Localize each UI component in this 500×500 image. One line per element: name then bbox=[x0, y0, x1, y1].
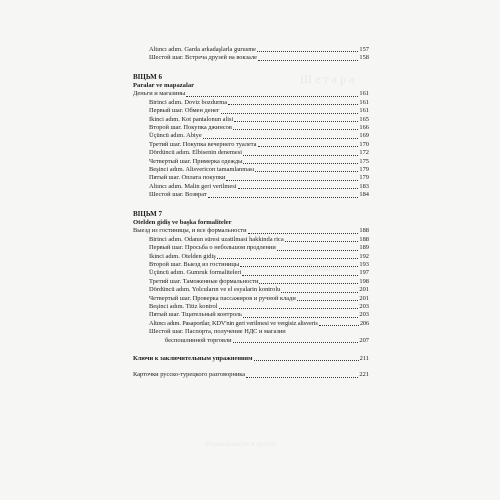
chapter-7-title: ВІЦЬМ 7 bbox=[133, 209, 163, 218]
leader-dots bbox=[217, 258, 359, 259]
toc-page-number: 198 bbox=[359, 277, 369, 285]
toc-page-number: 170 bbox=[359, 140, 369, 148]
leader-dots bbox=[254, 360, 359, 361]
toc-page-number: 172 bbox=[359, 149, 369, 157]
bleed-through-text-2: Деньги bbox=[305, 262, 339, 274]
toc-page-number: 197 bbox=[359, 269, 369, 277]
leader-dots bbox=[246, 377, 358, 378]
toc-entry-label: Четвертый шаг. Проверка пассажиров и ручной клади bbox=[149, 294, 296, 302]
table-of-contents bbox=[133, 0, 369, 380]
chapter-7-subtitle: Otelden gidiş ve başka formaliteler bbox=[133, 218, 232, 226]
leader-dots bbox=[257, 51, 358, 52]
toc-entry[interactable] bbox=[133, 124, 369, 132]
toc-entry[interactable] bbox=[133, 149, 369, 157]
toc-page-number: 206 bbox=[359, 319, 369, 327]
toc-entry[interactable] bbox=[133, 99, 369, 107]
toc-entry-label: Четвертый шаг. Примерка одежды bbox=[149, 157, 243, 165]
toc-entry-label: Beşinci adım. Titiz kontrol bbox=[149, 302, 218, 310]
toc-page-number: 201 bbox=[359, 286, 369, 294]
toc-entry-label: Birinci adım. Doviz bozdurma bbox=[149, 98, 228, 106]
toc-page-number: 193 bbox=[359, 260, 369, 268]
leader-dots bbox=[319, 325, 359, 326]
toc-page-number: 207 bbox=[359, 336, 369, 344]
toc-entry-label: Шестой шаг. Встреча друзей на вокзале bbox=[149, 54, 257, 62]
toc-entry-label: Ikinci adım. Kot pantalonun alisi bbox=[149, 115, 234, 123]
toc-entry[interactable] bbox=[133, 191, 369, 199]
toc-entry-label: Третий шаг. Покупка вечернего туалета bbox=[149, 140, 257, 148]
toc-entry-label: Ikinci adım. Otelden gidiş bbox=[149, 252, 216, 260]
toc-entry-label: Шестой шаг. Возврат bbox=[149, 191, 207, 199]
leader-dots bbox=[234, 121, 358, 122]
toc-entry-label: Altıncı adım. Pasaportlar, KDV'nin geri verilmesi ve vergi̇siz alisveris bbox=[149, 319, 318, 327]
toc-page-number: 157 bbox=[359, 46, 369, 53]
toc-page-number: 201 bbox=[359, 294, 369, 302]
leader-dots bbox=[277, 250, 359, 251]
leader-dots bbox=[208, 197, 359, 198]
toc-page-number: 188 bbox=[359, 235, 369, 243]
leader-dots bbox=[243, 317, 359, 318]
toc-entry-keys[interactable] bbox=[133, 355, 369, 363]
toc-page-number: 175 bbox=[359, 157, 369, 165]
toc-entry[interactable] bbox=[133, 261, 369, 269]
toc-entry-label: Altıncı adım. Malin geri verilmesi bbox=[149, 182, 237, 190]
toc-page-number: 203 bbox=[359, 302, 369, 310]
toc-entry[interactable] bbox=[133, 183, 369, 191]
toc-entry-label: Деньги и магазины bbox=[133, 90, 186, 98]
toc-entry-label: Пятый шаг. Тщательный контроль bbox=[149, 311, 242, 319]
toc-entry-label: Пятый шаг. Оплата покупки bbox=[149, 174, 226, 182]
leader-dots bbox=[226, 180, 358, 181]
toc-entry[interactable] bbox=[133, 253, 369, 261]
toc-page-number: 221 bbox=[359, 371, 369, 379]
toc-entry-label: Üçüncü adım. Abiye bbox=[149, 132, 202, 140]
toc-entry[interactable] bbox=[133, 311, 369, 319]
toc-page-number: 183 bbox=[359, 182, 369, 190]
toc-entry-label: Второй шаг. Покупка джинсов bbox=[149, 124, 232, 132]
leader-dots bbox=[297, 300, 359, 301]
leader-dots bbox=[228, 104, 358, 105]
leader-dots bbox=[233, 129, 359, 130]
leader-dots bbox=[221, 113, 359, 114]
leader-dots bbox=[255, 171, 358, 172]
leader-dots bbox=[281, 292, 358, 293]
toc-page-number: 189 bbox=[359, 244, 369, 252]
toc-entry-label: Birinci adım. Odanın süresi uzatilmasi hakkinda rica bbox=[149, 235, 284, 243]
toc-entry-multiline[interactable] bbox=[133, 328, 369, 345]
toc-entry[interactable] bbox=[133, 132, 369, 140]
toc-entry[interactable] bbox=[133, 158, 369, 166]
toc-entry-label: Первый шаг. Обмен денег bbox=[149, 107, 220, 115]
leader-dots bbox=[186, 96, 358, 97]
toc-page-number: 179 bbox=[359, 174, 369, 182]
toc-page-number: 161 bbox=[359, 107, 369, 115]
chapter-6-subtitle: Paralar ve mapazalar bbox=[133, 81, 195, 89]
toc-page-number: 158 bbox=[359, 54, 369, 62]
toc-entry[interactable] bbox=[133, 174, 369, 182]
toc-entry-label-line1: Шестой шаг. Паспорта, получение НДС и магазин bbox=[149, 328, 286, 336]
toc-entry[interactable] bbox=[133, 244, 369, 252]
bleed-through-text-3: Формальности и прочее bbox=[205, 440, 277, 448]
toc-entry[interactable] bbox=[133, 303, 369, 311]
leader-dots bbox=[258, 60, 358, 61]
leader-dots bbox=[238, 188, 359, 189]
toc-page-number: 161 bbox=[359, 90, 369, 98]
toc-entry-label: Второй шаг. Выезд из гостиницы bbox=[149, 260, 240, 268]
toc-entry[interactable] bbox=[133, 166, 369, 174]
bleed-through-text: Ш е т а р а bbox=[300, 72, 355, 86]
toc-entry[interactable] bbox=[133, 295, 369, 303]
leader-dots bbox=[219, 308, 359, 309]
toc-page-number: 211 bbox=[359, 354, 369, 362]
toc-entry-label: Üçüncü adım. Gumruk formaliteleri bbox=[149, 269, 242, 277]
toc-entry-label: Выезд из гостиницы, и все формальности bbox=[133, 227, 247, 235]
leader-dots bbox=[258, 146, 359, 147]
toc-entry-label: Dördüncü adım. Elbisenin denemesi bbox=[149, 149, 242, 157]
toc-page-number: 169 bbox=[359, 132, 369, 140]
toc-entry-label-line2: беспошлинной торговли bbox=[165, 336, 232, 344]
toc-entry[interactable] bbox=[133, 107, 369, 115]
toc-entry[interactable] bbox=[133, 269, 369, 277]
leader-dots bbox=[242, 275, 358, 276]
toc-entry-label: Первый шаг. Просьба о небольшом продлении bbox=[149, 244, 276, 252]
leader-dots bbox=[243, 163, 358, 164]
chapter-6-title: ВІЦЬМ 6 bbox=[133, 72, 163, 81]
toc-entry-label: Третий шаг. Таможенные формальности bbox=[149, 277, 259, 285]
toc-entry[interactable] bbox=[133, 320, 369, 328]
toc-entry-label: Карточки русско-турецкого разговорника bbox=[133, 371, 246, 379]
chapter-6-intro[interactable] bbox=[133, 90, 369, 98]
toc-page-number: 165 bbox=[359, 115, 369, 123]
leader-dots bbox=[248, 233, 359, 234]
leader-dots bbox=[259, 283, 358, 284]
toc-page-number: 188 bbox=[359, 227, 369, 235]
leader-dots bbox=[240, 266, 358, 267]
toc-entry[interactable] bbox=[133, 286, 369, 294]
toc-page-number: 192 bbox=[359, 252, 369, 260]
leader-dots bbox=[203, 138, 359, 139]
toc-entry[interactable] bbox=[133, 46, 369, 54]
leader-dots bbox=[233, 342, 359, 343]
toc-entry[interactable] bbox=[133, 278, 369, 286]
toc-page-number: 203 bbox=[359, 311, 369, 319]
toc-page-number: 184 bbox=[359, 191, 369, 199]
toc-entry-label: Beşinci adım. Alisveriсоп tamamlanması bbox=[149, 166, 255, 174]
toc-entry[interactable] bbox=[133, 116, 369, 124]
toc-entry[interactable] bbox=[133, 141, 369, 149]
toc-entry[interactable] bbox=[133, 236, 369, 244]
toc-entry-label: Ключи к заключительным упражнениям bbox=[133, 354, 253, 362]
toc-entry-cards[interactable] bbox=[133, 371, 369, 379]
leader-dots bbox=[285, 241, 359, 242]
toc-entry[interactable] bbox=[133, 54, 369, 62]
toc-page-number: 166 bbox=[359, 124, 369, 132]
toc-page-number: 179 bbox=[359, 166, 369, 174]
chapter-7-intro[interactable] bbox=[133, 227, 369, 235]
toc-entry-label: Dördüncü adım. Yolcuların ve el esyalarin kontrolu bbox=[149, 286, 281, 294]
leader-dots bbox=[243, 155, 358, 156]
toc-page-number: 161 bbox=[359, 98, 369, 106]
toc-entry-label: Altıncı adım. Garda arkadaşlarla gurusme bbox=[149, 46, 257, 53]
